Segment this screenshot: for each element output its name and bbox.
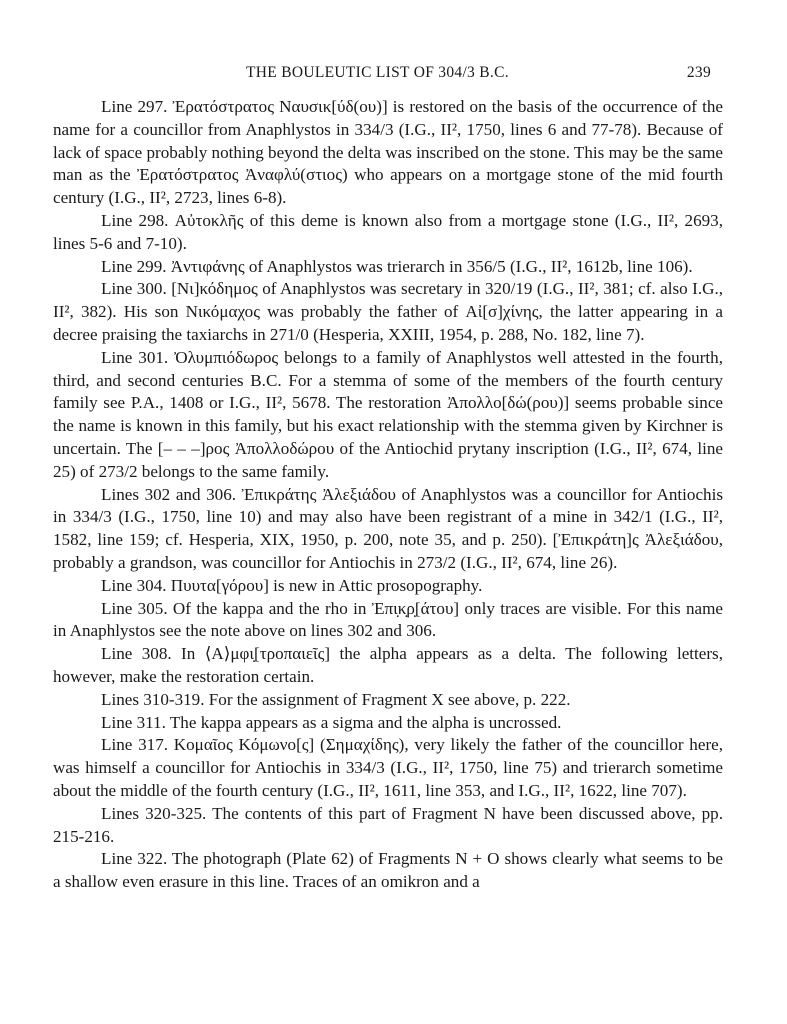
note-lines-320-325: Lines 320-325. The contents of this part of Fragment N have been discussed above, pp. 215-216. <box>53 803 723 846</box>
page-number: 239 <box>686 64 711 81</box>
note-line-308: Line 308. In ⟨Α⟩μφι̣[τροπαιεῖς] the alpha appears as a delta. The following letters, however, make the restoration certain. <box>53 644 723 686</box>
note-line-300: Line 300. [Νι]κόδημος of Anaphlystos was secretary in 320/19 (I.G., II², 381; cf. also I.G., II², 382). His son Νικόμαχος was probably the father of Αἰ[σ]χίνης, the latter appearing in a decree praising the taxiarchs in 271/0 (Hesperia, XXIII, 1954, p. 288, No. 182, line 7). <box>53 279 723 344</box>
note-line-299: Line 299. Ἀντιφάνης of Anaphlystos was trierarch in 356/5 (I.G., II², 1612b, line 106). <box>101 256 693 276</box>
running-title: THE BOULEUTIC LIST OF 304/3 B.C. <box>246 64 509 81</box>
note-line-305: Line 305. Of the kappa and the rho in Ἐπι̣κ̣ρ̣[άτου] only traces are visible. For this name in Anaphlystos see the note above on lines 302 and 306. <box>53 598 723 641</box>
note-line-322: Line 322. The photograph (Plate 62) of Fragments N + O shows clearly what seems to be a shallow even erasure in this line. Traces of an omikron and a <box>53 849 723 892</box>
note-lines-302-306: Lines 302 and 306. Ἐπικράτης Ἀλεξιάδου of Anaphlystos was a councillor for Antiochis in 334/3 (I.G., 1750, line 10) and may also have been registrant of a mine in 342/1 (I.G., II², 1582, line 159; cf. Hesperia, XIX, 1950, p. 200, note 35, and p. 250). [Ἐπικράτη]ς Ἀλεξιάδου, probably a grandson, was councillor for Antiochis in 273/2 (I.G., II², 674, line 26). <box>53 484 723 572</box>
note-line-317: Line 317. Κομαῖος Κόμωνο[ς] (Σημαχίδης), very likely the father of the councillor here, was himself a councillor for Antiochis in 334/3 (I.G., II², 1750, line 75) and trierarch sometime about the middle of the fourth century (I.G., II², 1611, line 353, and I.G., II², 1622, line 707). <box>53 735 723 800</box>
note-line-298: Line 298. Αὐτοκλῆς of this deme is known also from a mortgage stone (I.G., II², 2693, lines 5-6 and 7-10). <box>53 210 723 253</box>
note-lines-310-319: Lines 310-319. For the assignment of Fragment X see above, p. 222. <box>101 689 571 709</box>
note-line-304: Line 304. Πυυτα[γόρου] is new in Attic prosopography. <box>101 575 483 595</box>
commentary-body <box>53 96 723 894</box>
note-line-311: Line 311. The kappa appears as a sigma and the alpha is uncrossed. <box>101 712 562 732</box>
note-line-301: Line 301. Ὀλυμπιόδωρος belongs to a family of Anaphlystos well attested in the fourth, third, and second centuries B.C. For a stemma of some of the members of the fourth century family see P.A., 1408 or I.G., II², 5678. The restoration Ἀπολλο[δώ(ρου)] seems probable since the name is known in this family, but his exact relationship with the stemma given by Kirchner is uncertain. The [– – –]ρος Ἀπολλοδώρου of the Antiochid prytany inscription (I.G., II², 674, line 25) of 273/2 belongs to the same family. <box>53 347 723 481</box>
note-line-297: Line 297. Ἐρατόστρατος Ναυσικ[ύδ(ου)] is restored on the basis of the occurrence of the name for a councillor from Anaphlystos in 334/3 (I.G., II², 1750, lines 6 and 77-78). Because of lack of space probably nothing beyond the delta was inscribed on the stone. This may be the same man as the Ἐρατόστρατος Ἀναφλύ(στιος) who appears on a mortgage stone of the mid fourth century (I.G., II², 2723, lines 6-8). <box>53 97 723 208</box>
